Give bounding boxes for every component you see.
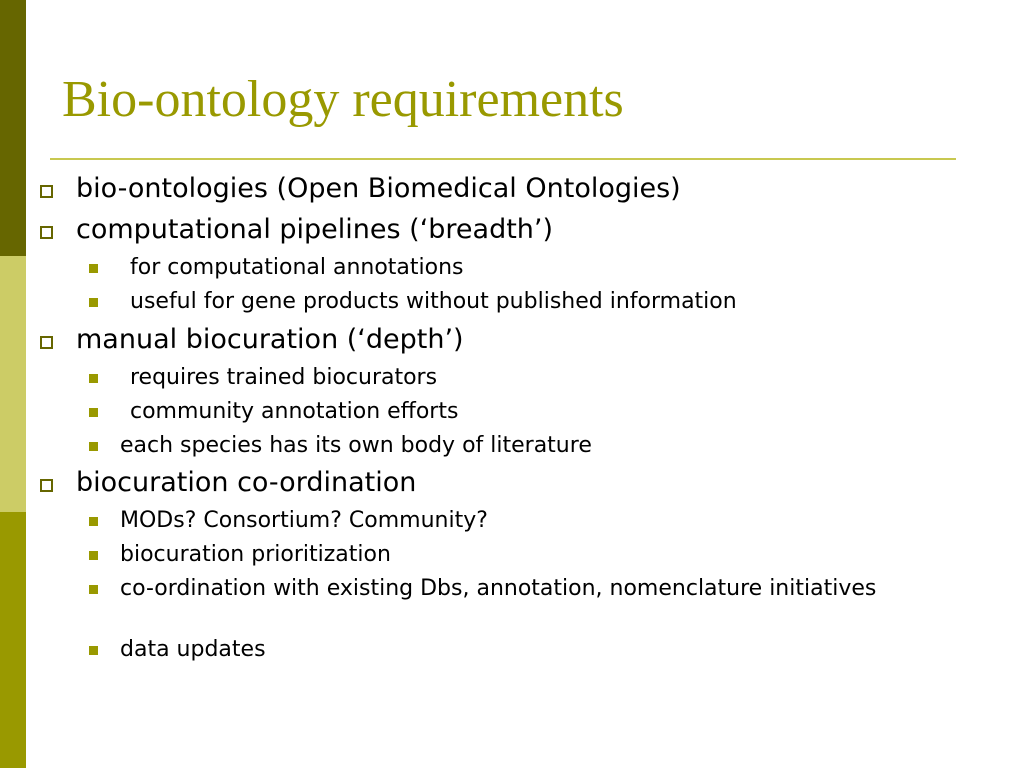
bullet-item [76, 214, 553, 246]
slide-title: Bio-ontology requirements [62, 71, 624, 128]
bullet-text: bio-ontologies (Open Biomedical Ontologies) [76, 173, 681, 204]
filled-square-bullet-icon [89, 551, 98, 560]
sub-bullet-item [120, 542, 391, 568]
sub-bullet-item [130, 255, 464, 281]
filled-square-bullet-icon [89, 517, 98, 526]
hollow-square-bullet-icon [40, 479, 53, 492]
hollow-square-bullet-icon [40, 185, 53, 198]
sub-bullet-text: useful for gene products without published information [130, 289, 737, 314]
hollow-square-bullet-icon [40, 336, 53, 349]
sub-bullet-item [130, 399, 458, 425]
sub-bullet-item [120, 576, 970, 602]
sub-bullet-item [130, 365, 437, 391]
bullet-text: manual biocuration (‘depth’) [76, 324, 464, 355]
sub-bullet-item [130, 289, 737, 315]
hollow-square-bullet-icon [40, 226, 53, 239]
bullet-text: computational pipelines (‘breadth’) [76, 214, 554, 245]
sub-bullet-text: community annotation efforts [130, 399, 459, 424]
sub-bullet-text: biocuration prioritization [120, 542, 391, 567]
sub-bullet-item [120, 508, 488, 534]
filled-square-bullet-icon [89, 646, 98, 655]
sub-bullet-item [120, 637, 266, 663]
sub-bullet-text: data updates [120, 637, 266, 662]
filled-square-bullet-icon [89, 585, 98, 594]
filled-square-bullet-icon [89, 408, 98, 417]
sub-bullet-item [120, 433, 592, 459]
bullet-item [76, 173, 681, 205]
sub-bullet-text: each species has its own body of literature [120, 433, 592, 458]
sub-bullet-text: MODs? Consortium? Community? [120, 508, 488, 533]
bullet-item [76, 467, 416, 499]
filled-square-bullet-icon [89, 442, 98, 451]
sub-bullet-text: co-ordination with existing Dbs, annotation, nomenclature initiatives [120, 576, 877, 601]
bullet-text: biocuration co-ordination [76, 467, 417, 498]
sub-bullet-text: for computational annotations [130, 255, 464, 280]
filled-square-bullet-icon [89, 264, 98, 273]
bullet-item [76, 324, 464, 356]
filled-square-bullet-icon [89, 374, 98, 383]
filled-square-bullet-icon [89, 298, 98, 307]
sub-bullet-text: requires trained biocurators [130, 365, 438, 390]
